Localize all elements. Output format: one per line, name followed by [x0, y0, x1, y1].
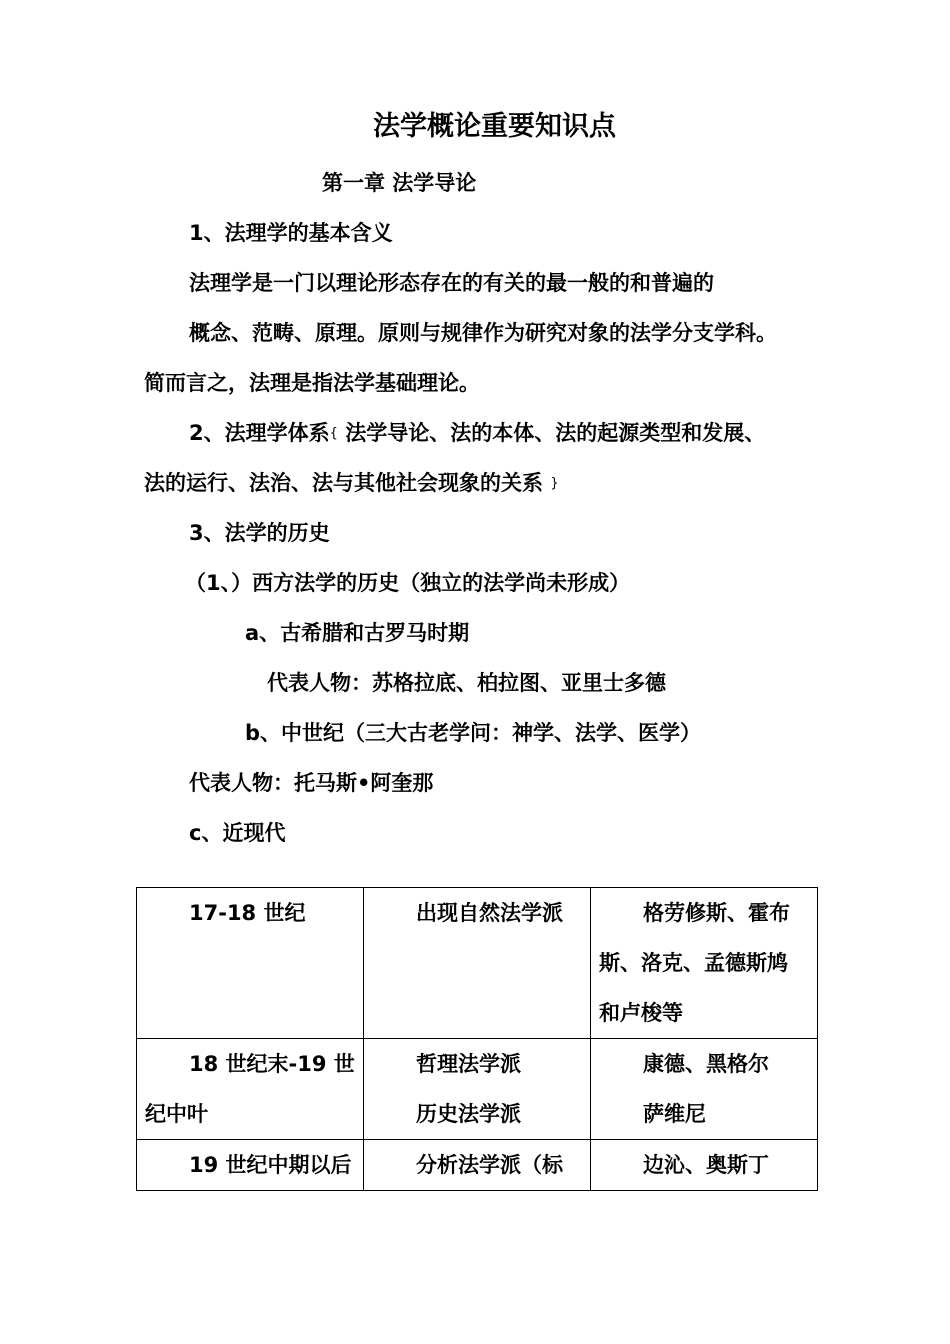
- table-cell-school: [364, 888, 591, 1039]
- table-row: [137, 888, 818, 1039]
- section-2-line-1: [189, 419, 765, 448]
- cell-text: 17-18 世纪: [189, 901, 306, 925]
- cell-text: 18 世纪末-19 世: [189, 1052, 355, 1076]
- cell-text: 哲理法学派: [416, 1052, 521, 1076]
- cell-text: 出现自然法学派: [416, 901, 563, 925]
- table-cell-school: [364, 1039, 591, 1140]
- table-cell-people: [591, 1140, 818, 1191]
- section-1-paragraph-line-2: 概念、范畴、原理。原则与规律作为研究对象的法学分支学科。: [189, 321, 777, 345]
- table-row: [137, 1140, 818, 1191]
- table-cell-period: [137, 1039, 364, 1140]
- cell-text: 分析法学派（标: [416, 1153, 563, 1177]
- section-3-heading: 3、法学的历史: [189, 521, 330, 545]
- cell-text: 格劳修斯、霍布: [643, 901, 790, 925]
- period-c-heading: c、近现代: [189, 821, 286, 845]
- modern-schools-table: [136, 887, 818, 1191]
- section-2-line-2: [144, 469, 559, 498]
- cell-text: 历史法学派: [416, 1102, 521, 1126]
- section-3-subheading-western: （1、）西方法学的历史（独立的法学尚未形成）: [185, 571, 631, 595]
- cell-text: 19 世纪中期以后: [189, 1153, 352, 1177]
- period-b-representatives: 代表人物：托马斯•阿奎那: [189, 771, 434, 795]
- cell-text: 纪中叶: [145, 1102, 208, 1126]
- cell-text: 斯、洛克、孟德斯鸠: [599, 951, 788, 975]
- section-2-heading: 2、法理学体系: [189, 421, 330, 445]
- table-cell-people: [591, 1039, 818, 1140]
- table-cell-period: [137, 1140, 364, 1191]
- chapter-heading: 第一章 法学导论: [322, 171, 477, 195]
- open-brace: {: [329, 426, 338, 441]
- section-2-list-part-2: 法的运行、法治、法与其他社会现象的关系: [144, 471, 543, 495]
- section-1-heading: 1、法理学的基本含义: [189, 221, 393, 245]
- table-row: [137, 1039, 818, 1140]
- section-2-list-part-1: 法学导论、法的本体、法的起源类型和发展、: [345, 421, 766, 445]
- section-1-paragraph-line-1: 法理学是一门以理论形态存在的有关的最一般的和普遍的: [189, 271, 714, 295]
- period-a-representatives: 代表人物：苏格拉底、柏拉图、亚里士多德: [267, 671, 666, 695]
- cell-text: 边沁、奥斯丁: [643, 1153, 769, 1177]
- cell-text: 和卢梭等: [599, 1001, 683, 1025]
- period-a-heading: a、古希腊和古罗马时期: [245, 621, 470, 645]
- cell-text: 康德、黑格尔: [643, 1052, 769, 1076]
- close-brace: }: [550, 476, 559, 491]
- table-cell-school: [364, 1140, 591, 1191]
- section-1-paragraph-line-3: 简而言之，法理是指法学基础理论。: [144, 371, 480, 395]
- period-b-heading: b、中世纪（三大古老学问：神学、法学、医学）: [245, 721, 702, 745]
- table-cell-people: [591, 888, 818, 1039]
- table-cell-period: [137, 888, 364, 1039]
- cell-text: 萨维尼: [643, 1102, 706, 1126]
- document-title: 法学概论重要知识点: [373, 111, 616, 142]
